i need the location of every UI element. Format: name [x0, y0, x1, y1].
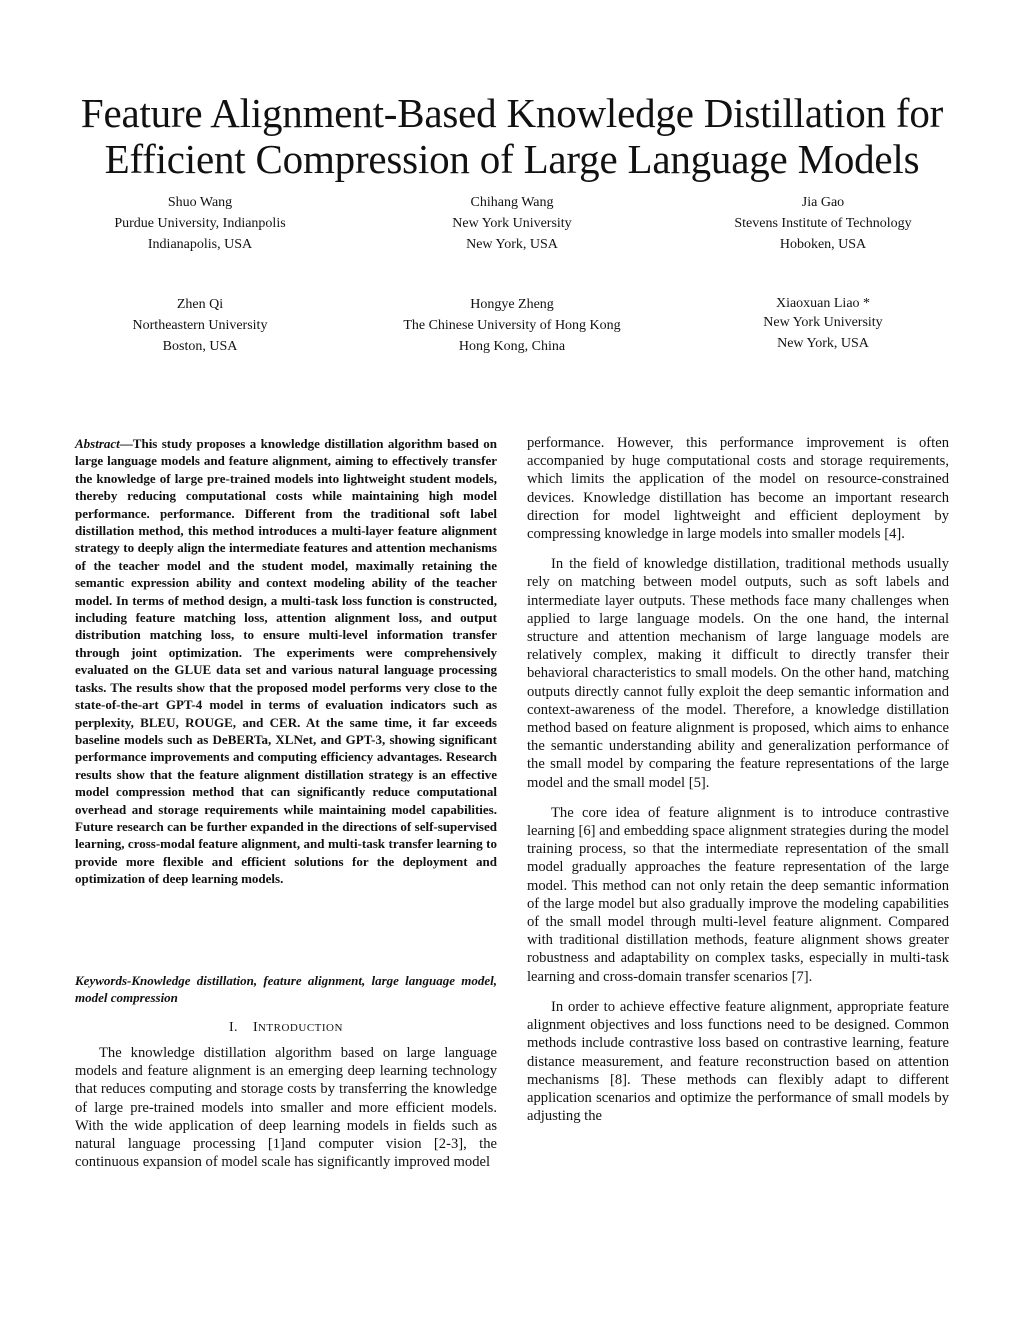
abstract-label: Abstract [75, 436, 120, 451]
author-location: Indianapolis, USA [147, 237, 253, 252]
abstract [75, 435, 497, 888]
section-title-rest: NTRODUCTION [257, 1022, 343, 1034]
author-location: New York, USA [777, 336, 869, 351]
paragraph: In order to achieve effective feature alignment, appropriate feature alignment objectives and loss functions need to be designed. Common methods include contrastive loss based on contrastive learning, feature distance measurement, and feature reconstruction based on attention mechanisms [8]. These methods can flexibly adapt to different application scenarios and optimize the performance of small models by adjusting the [527, 998, 949, 1125]
author-block [362, 192, 662, 255]
author-name: Shuo Wang [167, 195, 233, 210]
paragraph: In the field of knowledge distillation, traditional methods usually rely on matching between model outputs, such as soft labels and intermediate layer outputs. These methods face many challenges when applied to large language models. On the one hand, the internal structure and attention mechanism of large language models are relatively complex, making it difficult to directly transfer their behavioral characteristics to small models. On the other hand, matching outputs directly cannot fully exploit the deep semantic information and context-awareness of the model. Therefore, a knowledge distillation method based on feature alignment is proposed, which aims to enhance the semantic understanding ability and generalization performance of the small model by comparing the feature representations of the large model and the small model [5]. [527, 556, 949, 791]
author-block [362, 294, 662, 357]
author-location: New York, USA [466, 237, 558, 252]
right-column-body [527, 434, 949, 1125]
paragraph: The knowledge distillation algorithm based on large language models and feature alignment is an emerging deep learning technology that reduces computing and storage costs by transferring the knowledge of large pre-trained models into smaller and more efficient models. With the wide application of deep learning models in fields such as natural language processing [1]and computer vision [2-3], the continuous expansion of model scale has significantly improved model [75, 1045, 497, 1171]
author-block [673, 294, 973, 353]
author-location: Hoboken, USA [779, 237, 867, 252]
keywords: Keywords-Knowledge distillation, feature alignment, large language model, model compression [75, 973, 497, 1006]
author-affiliation: Stevens Institute of Technology [734, 216, 912, 231]
author-affiliation: The Chinese University of Hong Kong [403, 318, 621, 333]
paragraph: The core idea of feature alignment is to introduce contrastive learning [6] and embedding space alignment strategies during the model training process, so that the intermediate representation of the small model gradually approaches the feature representation of the large model. This method can not only retain the deep semantic information of the large model but also gradually improve the modeling capabilities of the small model through multi-level feature alignment. Compared with traditional distillation methods, feature alignment shows greater robustness and adaptability on complex tasks, especially in multi-task learning and cross-domain transfer scenarios [7]. [527, 804, 949, 985]
author-location: Boston, USA [162, 339, 238, 354]
author-name: Zhen Qi [176, 297, 224, 312]
author-name: Chihang Wang [470, 195, 554, 210]
author-affiliation: Northeastern University [132, 318, 268, 333]
section-number: I. [229, 1020, 238, 1035]
abstract-text: —This study proposes a knowledge distillation algorithm based on large language models and feature alignment, aiming to effectively transfer the knowledge of large pre-trained models into lightweight student models, thereby reducing computational costs while maintaining high model performance. performance. Different from the traditional soft label distillation method, this method introduces a multi-layer feature alignment strategy to deeply align the intermediate features and attention mechanisms of the teacher model and the student model, maximally retaining the semantic expression ability and context modeling ability of the teacher model. In terms of method design, a multi-task loss function is constructed, including feature matching loss, attention alignment loss, and output distribution matching loss, to ensure multi-level information transfer through joint optimization. The experiments were comprehensively evaluated on the GLUE data set and various natural language processing tasks. The results show that the proposed model performs very close to the state-of-the-art GPT-4 model in terms of evaluation indicators such as perplexity, BLEU, ROUGE, and CER. At the same time, it far exceeds baseline models such as DeBERTa, XLNet, and GPT-3, showing significant performance improvements and computing efficiency advantages. Research results show that the feature alignment distillation strategy is an effective model compression method that can significantly reduce computational overhead and storage requirements while maintaining model capabilities. Future research can be further expanded in the directions of self-supervised learning, cross-modal feature alignment, and multi-task transfer learning to provide more flexible and efficient solutions for the deployment and optimization of deep learning models. [75, 436, 497, 887]
paper-title: Feature Alignment-Based Knowledge Distillation for Efficient Compression of Large Language Models [80, 90, 944, 182]
author-affiliation: New York University [763, 315, 883, 330]
author-name: Jia Gao [801, 195, 845, 210]
paragraph: performance. However, this performance improvement is often accompanied by huge computational costs and storage requirements, which limits the application of the model on resource-constrained devices. Knowledge distillation has become an important research direction for model lightweight and efficient deployment by compressing knowledge in large models into smaller models [4]. [527, 435, 949, 543]
author-affiliation: Purdue University, Indianpolis [114, 216, 286, 231]
author-block [50, 192, 350, 255]
author-name: Xiaoxuan Liao * [775, 296, 871, 311]
section-title-initial: I [253, 1020, 258, 1035]
author-name: Hongye Zheng [470, 297, 554, 312]
left-column-body [75, 1044, 497, 1171]
author-block [50, 294, 350, 357]
author-location: Hong Kong, China [458, 339, 566, 354]
author-affiliation: New York University [452, 216, 572, 231]
author-block [673, 192, 973, 255]
section-heading [75, 1020, 497, 1036]
